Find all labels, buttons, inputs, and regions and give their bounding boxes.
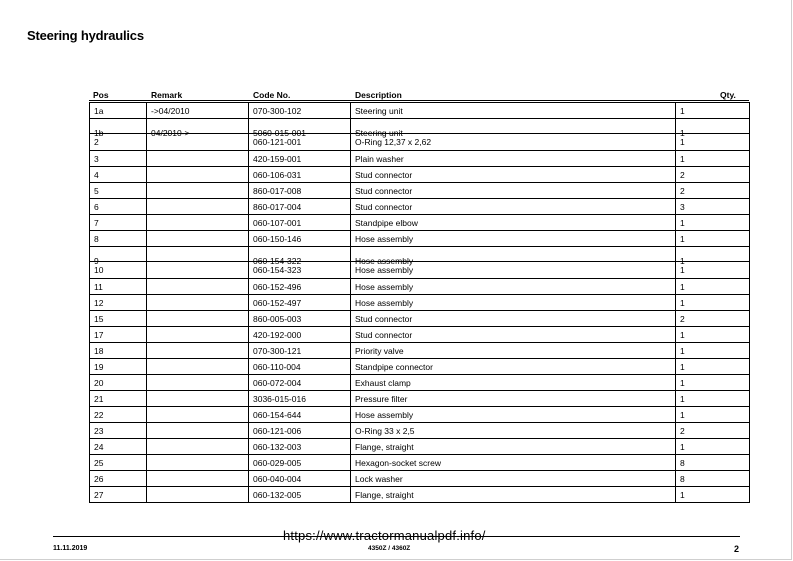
cell-remark bbox=[147, 455, 249, 471]
current-entry: O-Ring 12,37 x 2,62 bbox=[355, 137, 432, 147]
cell-description: Priority valve bbox=[351, 343, 676, 359]
current-entry: 060-121-001 bbox=[253, 137, 302, 147]
cell-qty: 2 bbox=[676, 183, 750, 199]
cell-remark bbox=[147, 119, 249, 151]
cell-pos: 18 bbox=[90, 343, 147, 359]
cell-remark bbox=[147, 215, 249, 231]
cell-description: Flange, straight bbox=[351, 439, 676, 455]
cell-qty: 8 bbox=[676, 455, 750, 471]
strike-line bbox=[147, 133, 249, 134]
cell-description: Steering unit bbox=[351, 103, 676, 119]
table-row bbox=[90, 119, 750, 151]
cell-pos: 22 bbox=[90, 407, 147, 423]
header-qty: Qty. bbox=[720, 90, 736, 100]
table-row bbox=[90, 327, 750, 343]
strike-line bbox=[676, 261, 750, 262]
cell-description: Stud connector bbox=[351, 167, 676, 183]
cell-pos: 4 bbox=[90, 167, 147, 183]
cell-pos: 6 bbox=[90, 199, 147, 215]
strike-line bbox=[249, 133, 351, 134]
cell-description: Exhaust clamp bbox=[351, 375, 676, 391]
cell-qty: 1 bbox=[676, 391, 750, 407]
cell-qty: 1 bbox=[676, 407, 750, 423]
cell-code: 420-192-000 bbox=[249, 327, 351, 343]
cell-qty: 1 bbox=[676, 343, 750, 359]
cell-code: 060-132-003 bbox=[249, 439, 351, 455]
superseded-entry: 5060-015-001 bbox=[253, 128, 306, 138]
cell-pos: 7 bbox=[90, 215, 147, 231]
parts-table bbox=[89, 102, 750, 503]
cell-remark bbox=[147, 343, 249, 359]
table-row bbox=[90, 295, 750, 311]
cell-pos: 12 bbox=[90, 295, 147, 311]
table-row bbox=[90, 407, 750, 423]
cell-code: 060-072-004 bbox=[249, 375, 351, 391]
cell-qty: 1 bbox=[676, 487, 750, 503]
cell-pos: 5 bbox=[90, 183, 147, 199]
cell-qty: 1 bbox=[676, 231, 750, 247]
footer-url[interactable]: https://www.tractormanualpdf.info/ bbox=[283, 528, 486, 543]
cell-qty: 2 bbox=[676, 423, 750, 439]
cell-qty: 1 bbox=[676, 215, 750, 231]
table-row bbox=[90, 311, 750, 327]
current-entry: 1 bbox=[680, 137, 685, 147]
cell-qty: 8 bbox=[676, 471, 750, 487]
cell-remark bbox=[147, 423, 249, 439]
superseded-entry: 9 bbox=[94, 256, 99, 266]
table-row bbox=[90, 231, 750, 247]
table-row bbox=[90, 455, 750, 471]
cell-code: 060-150-146 bbox=[249, 231, 351, 247]
overlapping-entries bbox=[151, 119, 248, 150]
cell-description: Hose assembly bbox=[351, 295, 676, 311]
cell-description: Standpipe elbow bbox=[351, 215, 676, 231]
cell-code: 060-154-644 bbox=[249, 407, 351, 423]
superseded-entry: Hose assembly bbox=[355, 256, 414, 266]
cell-description bbox=[351, 119, 676, 151]
current-entry: 10 bbox=[94, 265, 104, 275]
cell-pos: 15 bbox=[90, 311, 147, 327]
table-row bbox=[90, 215, 750, 231]
cell-code: 860-005-003 bbox=[249, 311, 351, 327]
cell-qty: 1 bbox=[676, 279, 750, 295]
superseded-entry: 1 bbox=[680, 128, 685, 138]
table-row bbox=[90, 423, 750, 439]
overlapping-entries bbox=[680, 247, 749, 278]
cell-description: Stud connector bbox=[351, 327, 676, 343]
cell-description: Stud connector bbox=[351, 311, 676, 327]
overlapping-entries bbox=[355, 119, 675, 150]
cell-remark bbox=[147, 471, 249, 487]
table-row bbox=[90, 151, 750, 167]
overlapping-entries bbox=[94, 247, 146, 278]
current-entry: 1 bbox=[680, 265, 685, 275]
current-entry: 2 bbox=[94, 137, 99, 147]
cell-remark bbox=[147, 151, 249, 167]
cell-remark bbox=[147, 487, 249, 503]
cell-code: 060-107-001 bbox=[249, 215, 351, 231]
header-remark: Remark bbox=[151, 90, 183, 100]
cell-pos: 26 bbox=[90, 471, 147, 487]
table-row bbox=[90, 471, 750, 487]
cell-qty: 1 bbox=[676, 295, 750, 311]
cell-qty: 1 bbox=[676, 375, 750, 391]
cell-description: Stud connector bbox=[351, 199, 676, 215]
table-row bbox=[90, 343, 750, 359]
cell-description: Standpipe connector bbox=[351, 359, 676, 375]
cell-pos: 1a bbox=[90, 103, 147, 119]
cell-pos: 24 bbox=[90, 439, 147, 455]
cell-remark bbox=[147, 167, 249, 183]
cell-remark bbox=[147, 327, 249, 343]
cell-description: Hexagon-socket screw bbox=[351, 455, 676, 471]
cell-code: 060-029-005 bbox=[249, 455, 351, 471]
footer-model: 4350Z / 4360Z bbox=[368, 545, 411, 552]
superseded-entry: Steering unit bbox=[355, 128, 403, 138]
cell-description: O-Ring 33 x 2,5 bbox=[351, 423, 676, 439]
current-entry: Hose assembly bbox=[355, 265, 414, 275]
cell-pos: 27 bbox=[90, 487, 147, 503]
cell-qty: 1 bbox=[676, 439, 750, 455]
cell-code: 060-152-497 bbox=[249, 295, 351, 311]
cell-code: 070-300-102 bbox=[249, 103, 351, 119]
cell-description: Hose assembly bbox=[351, 407, 676, 423]
superseded-entry: 1 bbox=[680, 256, 685, 266]
cell-pos: 25 bbox=[90, 455, 147, 471]
strike-line bbox=[351, 133, 676, 134]
cell-code bbox=[249, 119, 351, 151]
cell-remark bbox=[147, 199, 249, 215]
cell-code: 420-159-001 bbox=[249, 151, 351, 167]
parts-table-body bbox=[90, 103, 750, 503]
table-row bbox=[90, 103, 750, 119]
table-row bbox=[90, 247, 750, 279]
cell-remark bbox=[147, 279, 249, 295]
cell-remark bbox=[147, 359, 249, 375]
strike-line bbox=[351, 261, 676, 262]
cell-description: Flange, straight bbox=[351, 487, 676, 503]
table-row bbox=[90, 391, 750, 407]
cell-pos: 11 bbox=[90, 279, 147, 295]
strike-line bbox=[676, 133, 750, 134]
cell-description bbox=[351, 247, 676, 279]
table-row bbox=[90, 359, 750, 375]
header-pos: Pos bbox=[93, 90, 109, 100]
footer-date: 11.11.2019 bbox=[53, 545, 88, 552]
cell-pos: 23 bbox=[90, 423, 147, 439]
cell-qty bbox=[676, 119, 750, 151]
cell-description: Lock washer bbox=[351, 471, 676, 487]
cell-description: Stud connector bbox=[351, 183, 676, 199]
superseded-entry: 04/2010-> bbox=[151, 128, 190, 138]
overlapping-entries bbox=[680, 119, 749, 150]
current-entry: 060-154-323 bbox=[253, 265, 302, 275]
cell-description: Plain washer bbox=[351, 151, 676, 167]
cell-description: Hose assembly bbox=[351, 231, 676, 247]
footer-rule bbox=[53, 536, 740, 537]
cell-code: 070-300-121 bbox=[249, 343, 351, 359]
page-title: Steering hydraulics bbox=[27, 28, 144, 43]
page-number: 2 bbox=[734, 544, 740, 554]
strike-line bbox=[90, 133, 147, 134]
superseded-entry: 060-154-322 bbox=[253, 256, 302, 266]
superseded-entry: 1b bbox=[94, 128, 104, 138]
cell-description: Hose assembly bbox=[351, 279, 676, 295]
cell-pos: 8 bbox=[90, 231, 147, 247]
cell-remark bbox=[147, 375, 249, 391]
cell-qty bbox=[676, 247, 750, 279]
overlapping-entries bbox=[253, 119, 350, 150]
cell-description: Pressure filter bbox=[351, 391, 676, 407]
cell-qty: 2 bbox=[676, 167, 750, 183]
header-description: Description bbox=[355, 90, 402, 100]
cell-qty: 2 bbox=[676, 311, 750, 327]
cell-pos: 21 bbox=[90, 391, 147, 407]
cell-remark bbox=[147, 439, 249, 455]
header-code: Code No. bbox=[253, 90, 291, 100]
strike-line bbox=[90, 261, 147, 262]
table-row bbox=[90, 199, 750, 215]
table-row bbox=[90, 183, 750, 199]
cell-pos: 17 bbox=[90, 327, 147, 343]
strike-line bbox=[147, 261, 249, 262]
cell-remark bbox=[147, 391, 249, 407]
cell-remark bbox=[147, 247, 249, 279]
cell-qty: 1 bbox=[676, 359, 750, 375]
cell-qty: 1 bbox=[676, 151, 750, 167]
cell-pos: 20 bbox=[90, 375, 147, 391]
cell-code: 060-132-005 bbox=[249, 487, 351, 503]
cell-qty: 1 bbox=[676, 103, 750, 119]
cell-remark bbox=[147, 295, 249, 311]
cell-pos bbox=[90, 119, 147, 151]
cell-code: 060-106-031 bbox=[249, 167, 351, 183]
cell-code: 060-121-006 bbox=[249, 423, 351, 439]
table-row bbox=[90, 439, 750, 455]
cell-pos: 19 bbox=[90, 359, 147, 375]
cell-code: 060-110-004 bbox=[249, 359, 351, 375]
cell-qty: 1 bbox=[676, 327, 750, 343]
cell-remark: ->04/2010 bbox=[147, 103, 249, 119]
overlapping-entries bbox=[253, 247, 350, 278]
cell-code: 060-040-004 bbox=[249, 471, 351, 487]
cell-remark bbox=[147, 183, 249, 199]
cell-remark bbox=[147, 407, 249, 423]
overlapping-entries bbox=[94, 119, 146, 150]
cell-code: 860-017-004 bbox=[249, 199, 351, 215]
cell-code: 860-017-008 bbox=[249, 183, 351, 199]
table-row bbox=[90, 167, 750, 183]
cell-qty: 3 bbox=[676, 199, 750, 215]
table-row bbox=[90, 487, 750, 503]
table-row bbox=[90, 279, 750, 295]
table-row bbox=[90, 375, 750, 391]
header-rule bbox=[89, 100, 749, 101]
overlapping-entries bbox=[355, 247, 675, 278]
cell-remark bbox=[147, 311, 249, 327]
cell-pos bbox=[90, 247, 147, 279]
strike-line bbox=[249, 261, 351, 262]
cell-code: 3036-015-016 bbox=[249, 391, 351, 407]
cell-pos: 3 bbox=[90, 151, 147, 167]
overlapping-entries bbox=[151, 247, 248, 278]
cell-code bbox=[249, 247, 351, 279]
cell-remark bbox=[147, 231, 249, 247]
cell-code: 060-152-496 bbox=[249, 279, 351, 295]
